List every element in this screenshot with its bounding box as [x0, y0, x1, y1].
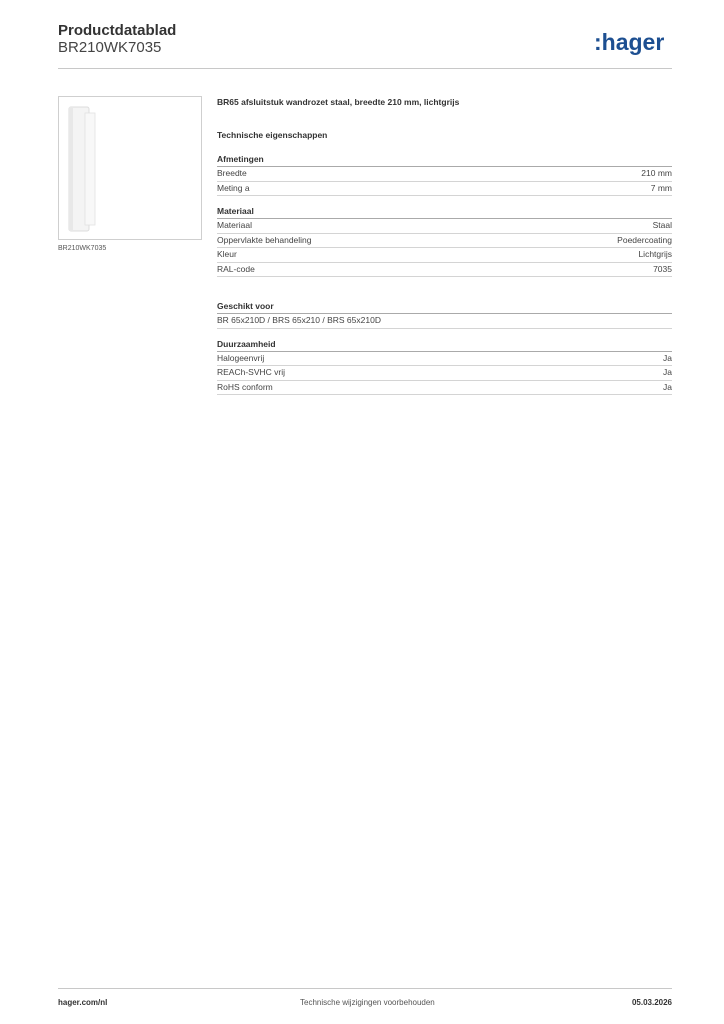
product-image: [58, 96, 202, 240]
spec-label: Halogeenvrij: [217, 352, 265, 363]
product-description: BR65 afsluitstuk wandrozet staal, breedte 210 mm, lichtgrijs: [217, 97, 460, 107]
spec-row: [217, 366, 672, 381]
footer-date: 05.03.2026: [631, 998, 672, 1007]
product-image-drawing: [59, 97, 201, 239]
product-code: BR210WK7035: [58, 39, 162, 56]
section-title: Geschikt voor: [217, 301, 672, 314]
spec-label: Meting a: [217, 182, 250, 193]
image-caption: BR210WK7035: [58, 245, 107, 252]
spec-section-dimensions: [217, 154, 672, 196]
logo-text: :hager: [594, 29, 665, 55]
spec-value: Ja: [663, 352, 672, 363]
spec-value: Staal: [652, 220, 672, 230]
spec-row: [217, 219, 672, 234]
spec-label: Materiaal: [217, 220, 252, 230]
footer-divider: [58, 988, 672, 989]
spec-section-compatible: [217, 301, 672, 329]
spec-row: [217, 263, 672, 278]
section-heading: Technische eigenschappen: [217, 130, 328, 140]
spec-value: 210 mm: [641, 168, 672, 178]
spec-row: [217, 167, 672, 182]
spec-section-sustainability: [217, 339, 672, 396]
spec-row: [217, 182, 672, 197]
hager-logo: [594, 28, 674, 56]
spec-label: BR 65x210D / BRS 65x210 / BRS 65x210D: [217, 315, 381, 325]
section-title: Materiaal: [217, 206, 672, 219]
spec-label: RAL-code: [217, 263, 255, 274]
spec-label: Kleur: [217, 249, 237, 259]
footer-note: Technische wijzigingen voorbehouden: [300, 998, 435, 1007]
document-title: Productdatablad: [58, 22, 177, 39]
spec-row: [217, 234, 672, 249]
footer-website: hager.com/nl: [58, 998, 108, 1007]
spec-content: [217, 97, 672, 395]
spec-value: Ja: [663, 381, 672, 392]
spec-value: Poedercoating: [617, 234, 672, 245]
spec-label: REACh-SVHC vrij: [217, 367, 286, 377]
spec-value: 7035: [653, 263, 672, 274]
spec-label: Breedte: [217, 168, 247, 178]
spec-value: Ja: [663, 367, 672, 377]
spec-value: 7 mm: [650, 182, 672, 193]
spec-row: [217, 248, 672, 263]
spec-row: [217, 352, 672, 367]
spec-label: RoHS conform: [217, 381, 273, 392]
spec-row: [217, 314, 672, 329]
section-title: Duurzaamheid: [217, 339, 672, 352]
spec-value: Lichtgrijs: [638, 249, 672, 259]
header-divider: [58, 68, 672, 69]
spec-row: [217, 381, 672, 396]
section-title: Afmetingen: [217, 154, 672, 167]
spec-label: Oppervlakte behandeling: [217, 234, 312, 245]
spec-section-material: [217, 206, 672, 277]
